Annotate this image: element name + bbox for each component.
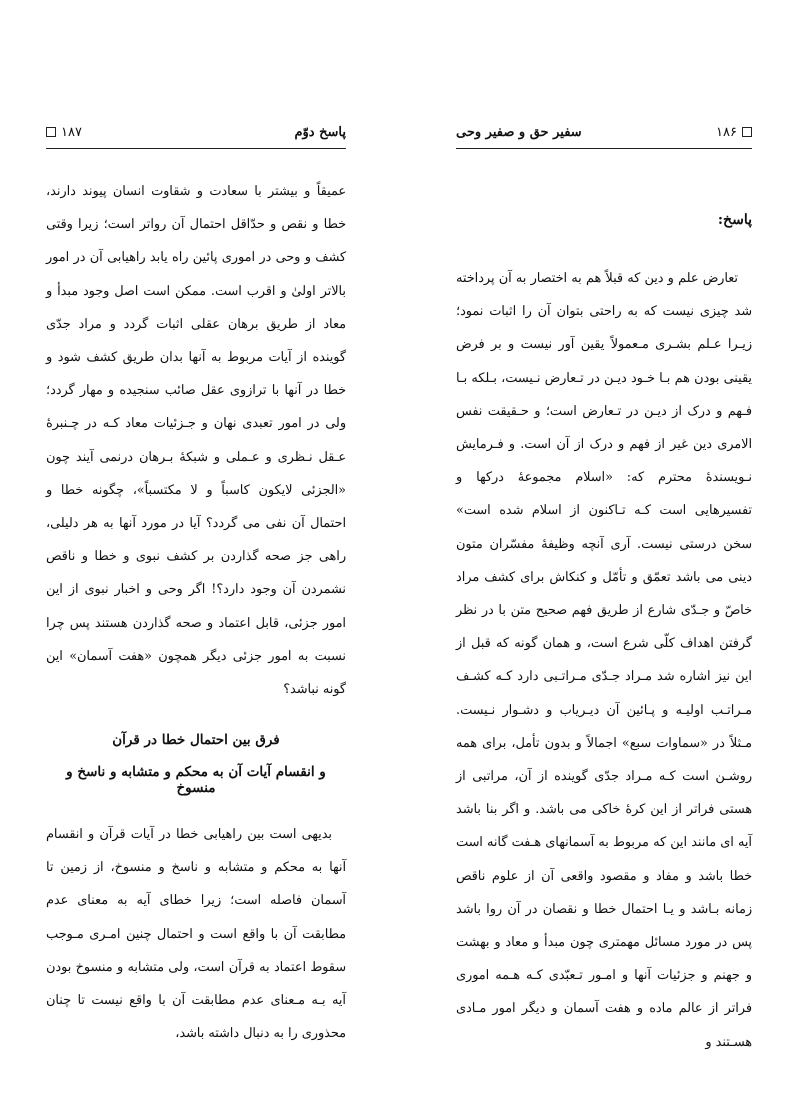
body-text-top bbox=[46, 175, 346, 706]
paragraph: تعارض علم و دین که قبلاً هم به اختصار به آن پرداخته شد چیزی نیست که به راحتی بتوان آن را اثبات نمود؛ زیـرا عـلم بشـری مـعمولاً یقین آور نیست و بر فرض یقینی بودن هم بـا خـود دیـن در تـعارض نـیست، بـلکه بـا فـهم و درک از دیـن در تـعارض است؛ و حـقیقت نفس الامری دین غیر از فهم و درک از آن است. و فـرمایش نـویسندهٔ محترم که: «اسلام مجموعهٔ درکها و تفسیرهایی است کـه تـاکنون از اسلام شده است» سخن درستی نیست. آری آنچه وظیفهٔ مفسّران متون دینی می باشد تعمّق و تأمّل و کنکاش برای کشف مراد خاصّ و جـدّی شارع از طریق فهم صحیح متن با در نظر گرفتن اهداف کلّی شرع است، و همان گونه که قبل از این نیز اشاره شد مـراد جـدّی مـراتـبی دارد کـه کشـف مـراتـب اولیـه و پـائین آن دیـریاب و دشـوار نـیست. مـثلاً در «سماوات سبع» اجمالاً و بدون تأمل، برای همه روشـن است کـه مـراد جدّی گوینده از آن، مراتبی از هستی فراتر از این کرهٔ خاکی می باشد. و اگر بنا باشد آیه ای مانند این که مربوط به آسمانهای هـفت گانه است خطا باشد و مفاد و مقصود واقعی آن از علوم ناقص زمانه بـاشد و یـا احتمال خطا و نقصان در آن روا باشد پس در مورد مسائل مهمتری چون مبدأ و معاد و بهشت و جهنم و جزئیات آنها و امـور تـعبّدی کـه هـمه اموری فراتر از عالم ماده و هفت آسمان و دیگر امور مـادی هسـتند و bbox=[456, 271, 752, 1050]
section-heading-line-1: فرق بین احتمال خطا در قرآن bbox=[112, 732, 280, 748]
right-page bbox=[400, 0, 800, 1100]
paragraph: بدیهی است بین راهیابی خطا در آیات قرآن و انقسام آنها به محکم و متشابه و ناسخ و منسوخ، از زمین تا آسمان فاصله است؛ زیرا خطای آیه به معنای عدم مطابقت آن با واقع است و احتمال چنین امـری مـوجب سقوط اعتماد به قرآن است، ولی متشابه و منسوخ بودن آیه بـه مـعنای عدم مطابقت آن با واقع نیست تا چنان محذوری را به دنبال داشته باشد، bbox=[46, 827, 346, 1042]
header-rule bbox=[46, 148, 346, 149]
answer-label: پاسخ: bbox=[717, 212, 752, 228]
running-title: پاسخ دوّم bbox=[294, 124, 346, 140]
square-marker-icon bbox=[742, 127, 752, 137]
page-number bbox=[716, 125, 752, 140]
square-marker-icon bbox=[46, 127, 56, 137]
body-text bbox=[456, 262, 752, 1059]
page-number-text: ۱۸۶ bbox=[716, 124, 737, 140]
page-number-text: ۱۸۷ bbox=[61, 124, 82, 140]
header-rule bbox=[456, 148, 752, 149]
paragraph: عمیقاً و بیشتر با سعادت و شقاوت انسان پیوند دارند، خطا و نقص و حدّاقل احتمال آن رواتر است؛ زیرا وقتی کشف و وحی در اموری پائین راه یابد راهیابی آن در امور بالاتر اولیٰ و اقرب است. ممکن است اصل وجود مبدأ و معاد از طریق برهان عقلی اثبات گردد و مراد جدّی گوینده از آیات مربوط به آنها بدان طریق کشف شود و خطا در آنها با ترازوی عقل صائب سنجیده و مهار گردد؛ ولی در امور تعبدی نهان و جـزئیات معاد کـه در چـنبرهٔ عـقل نـظری و عـملی و شبکهٔ بـرهان درنمی آیند چون «الجزئی لایکون کاسباً و لا مکتسباً»، چگونه خطا و احتمال آن نفی می گردد؟ آیا در مورد آنها به هر دلیلی، راهی جز صحه گذاردن بر کشف نبوی و خطا و ناقص نشمردن آن وجود دارد؟! اگر وحی و اخبار نبوی از این امور جزئی، قابل اعتماد و صحه گذاردن هستند پس چرا نسبت به امور جزئی دیگر همچون «هفت آسمان» این گونه نباشد؟ bbox=[46, 184, 346, 698]
section-heading-line-2: و انقسام آیات آن به محکم و متشابه و ناسخ و منسوخ bbox=[66, 764, 326, 796]
page-number bbox=[46, 125, 82, 140]
page-header bbox=[456, 122, 752, 142]
body-text-bottom bbox=[46, 818, 346, 1050]
running-title: سفیر حق و صفیر وحی bbox=[456, 124, 582, 140]
page-header bbox=[46, 122, 346, 142]
